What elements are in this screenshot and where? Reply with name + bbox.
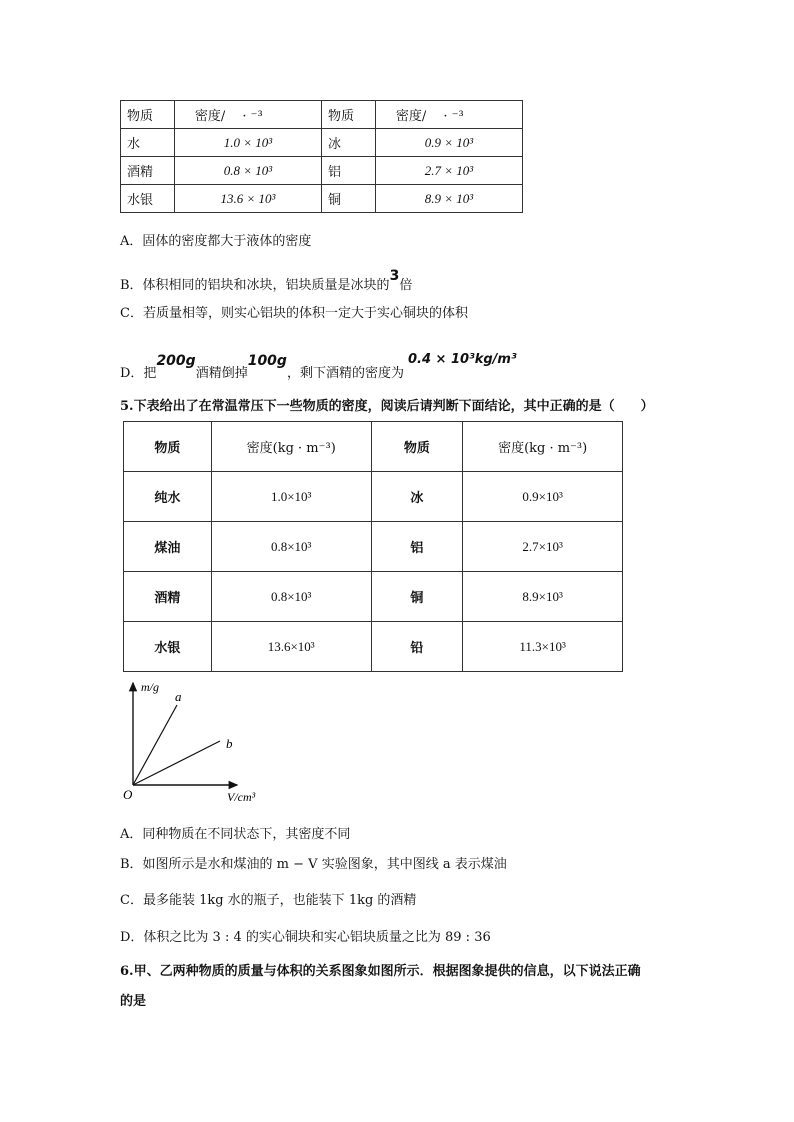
table-cell: 铜 <box>321 185 375 213</box>
table-header: 物质 <box>121 101 175 129</box>
table-row <box>124 472 623 522</box>
q4-option-d <box>120 352 517 381</box>
density-table-1 <box>120 100 523 213</box>
table-cell: 1.0 × 10³ <box>174 129 321 157</box>
q4-option-d-mass2: 100g <box>247 353 287 369</box>
table-row <box>124 572 623 622</box>
table-cell: 冰 <box>371 472 463 522</box>
q4-option-d-mass1: 200g <box>156 353 196 369</box>
q4-option-d-suffix: ，剩下酒精的密度为 <box>286 366 404 381</box>
density-table-2 <box>123 421 623 672</box>
table-cell: 13.6 × 10³ <box>174 185 321 213</box>
table-cell: 酒精 <box>121 157 175 185</box>
table-cell: 2.7×10³ <box>463 522 623 572</box>
table-row <box>124 522 623 572</box>
table-header: 密度/ · ⁻³ <box>174 101 321 129</box>
table-cell: 0.8×10³ <box>211 572 371 622</box>
table-cell: 酒精 <box>124 572 212 622</box>
table-header: 物质 <box>371 422 463 472</box>
table-cell: 13.6×10³ <box>211 622 371 672</box>
line-a <box>133 705 177 785</box>
table-cell: 水银 <box>121 185 175 213</box>
q4-option-d-density: 0.4 × 10³kg/m³ <box>407 352 517 367</box>
table-cell: 0.8 × 10³ <box>174 157 321 185</box>
x-axis-label: V/cm³ <box>227 790 256 804</box>
table-row <box>121 101 523 129</box>
y-axis-label: m/g <box>141 680 159 694</box>
q5-option-b: B．如图所示是水和煤油的 m − V 实验图象，其中图线 a 表示煤油 <box>120 857 507 872</box>
table-header: 密度/ · ⁻³ <box>375 101 522 129</box>
q4-option-b-text: B．体积相同的铝块和冰块，铝块质量是冰块的 <box>120 278 390 293</box>
q4-option-d-mid: 酒精倒掉 <box>195 366 248 381</box>
table-cell: 冰 <box>321 129 375 157</box>
q4-option-b <box>120 268 413 293</box>
table-cell: 11.3×10³ <box>463 622 623 672</box>
table-header: 物质 <box>321 101 375 129</box>
table-cell: 水银 <box>124 622 212 672</box>
table-row <box>121 185 523 213</box>
table-row <box>121 157 523 185</box>
mass-volume-graph <box>115 675 285 810</box>
table-row <box>124 422 623 472</box>
table-header: 密度(kg · m⁻³) <box>211 422 371 472</box>
origin-label: O <box>123 787 133 802</box>
table-header: 物质 <box>124 422 212 472</box>
q5-option-a: A．同种物质在不同状态下，其密度不同 <box>120 827 351 842</box>
line-b <box>133 741 220 785</box>
q5-option-d: D．体积之比为 3 : 4 的实心铜块和实心铝块质量之比为 89 : 36 <box>120 930 491 945</box>
q5-option-c: C．最多能装 1kg 水的瓶子，也能装下 1kg 的酒精 <box>120 893 417 908</box>
table-cell: 0.8×10³ <box>211 522 371 572</box>
table-cell: 8.9 × 10³ <box>375 185 522 213</box>
table-cell: 水 <box>121 129 175 157</box>
table-cell: 0.9×10³ <box>463 472 623 522</box>
q4-option-b-number: 3 <box>389 268 400 284</box>
q6-stem-line-2: 的是 <box>120 994 147 1009</box>
table-row <box>121 129 523 157</box>
q4-option-c: C．若质量相等，则实心铝块的体积一定大于实心铜块的体积 <box>120 306 468 321</box>
line-a-label: a <box>175 689 182 704</box>
table-cell: 铝 <box>371 522 463 572</box>
q4-option-b-suffix: 倍 <box>399 278 413 293</box>
table-cell: 铜 <box>371 572 463 622</box>
table-cell: 0.9 × 10³ <box>375 129 522 157</box>
table-cell: 铅 <box>371 622 463 672</box>
table-cell: 2.7 × 10³ <box>375 157 522 185</box>
table-cell: 1.0×10³ <box>211 472 371 522</box>
table-header: 密度(kg · m⁻³) <box>463 422 623 472</box>
q4-option-a: A．固体的密度都大于液体的密度 <box>120 234 312 249</box>
table-cell: 8.9×10³ <box>463 572 623 622</box>
table-cell: 纯水 <box>124 472 212 522</box>
table-cell: 铝 <box>321 157 375 185</box>
line-b-label: b <box>226 736 233 751</box>
q5-stem: 5.下表给出了在常温常压下一些物质的密度，阅读后请判断下面结论，其中正确的是（ ） <box>120 399 654 414</box>
table-cell: 煤油 <box>124 522 212 572</box>
table-row <box>124 622 623 672</box>
q6-stem-line-1: 6.甲、乙两种物质的质量与体积的关系图象如图所示．根据图象提供的信息，以下说法正确 <box>120 964 641 979</box>
q4-option-d-text: D．把 <box>120 366 157 381</box>
